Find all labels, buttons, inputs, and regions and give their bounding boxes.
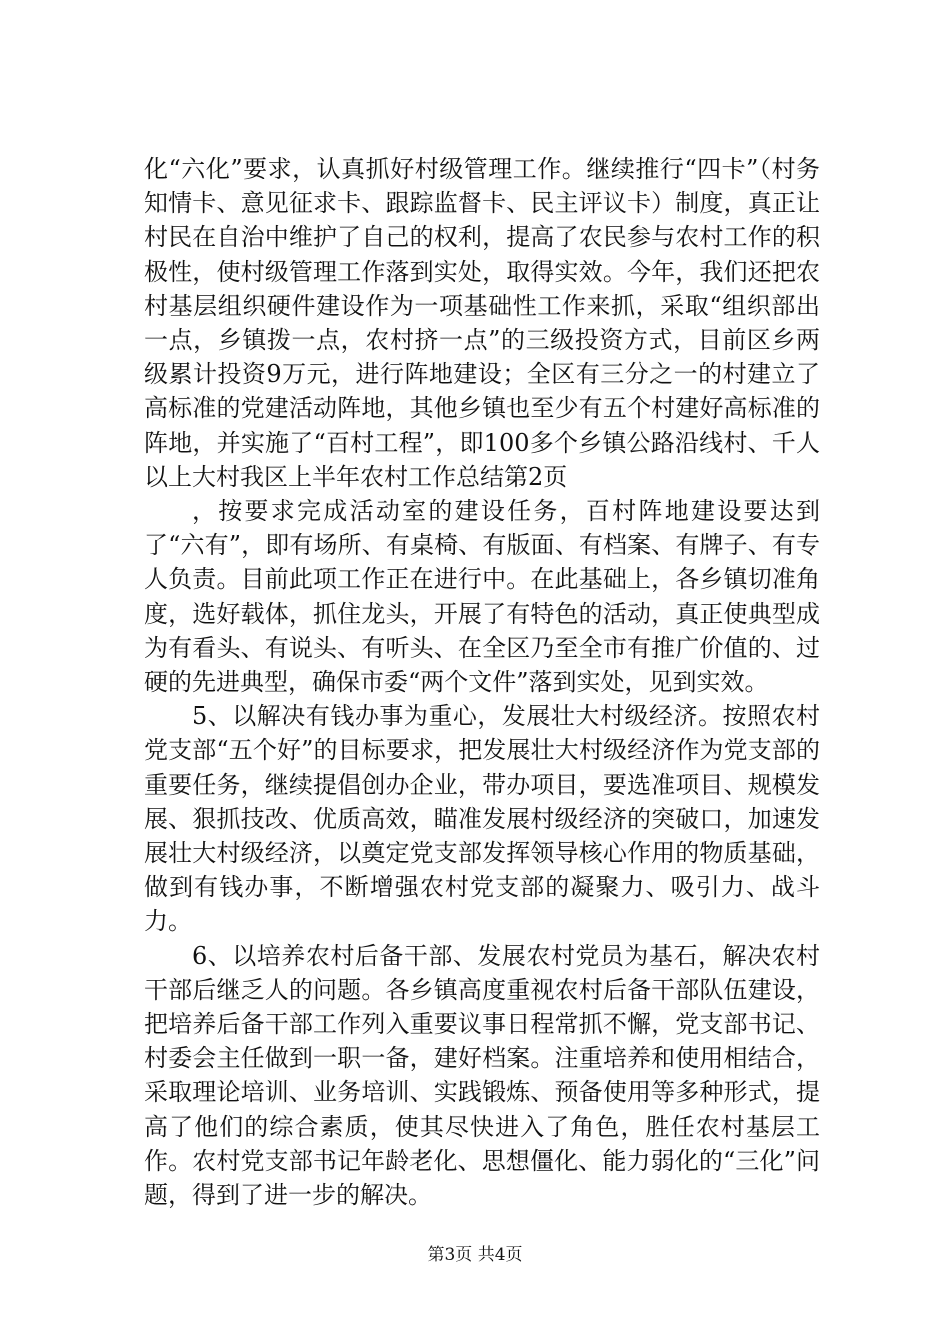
page-number-footer: 第3页 共4页 <box>427 1245 523 1265</box>
paragraph-activity-room: ，按要求完成活动室的建设任务，百村阵地建设要达到了“六有”，即有场所、有桌椅、有版面、有档案、有牌子、有专人负责。目前此项工作正在进行中。在此基础上，各乡镇切准角度，选好载体，抓住龙头，开展了有特色的活动，真正使典型成为有看头、有说头、有听头、在全区乃至全市有推广价值的、过硬的先进典型，确保市委“两个文件”落到实处，见到实效。 <box>144 497 820 697</box>
document-body <box>144 152 820 1212</box>
paragraph-continuation: 化“六化”要求，认真抓好村级管理工作。继续推行“四卡”（村务知情卡、意见征求卡、跟踪监督卡、民主评议卡）制度，真正让村民在自治中维护了自己的权利，提高了农民参与农村工作的积极性，使村级管理工作落到实处，取得实效。今年，我们还把农村基层组织硬件建设作为一项基础性工作来抓，采取“组织部出一点，乡镇拨一点，农村挤一点”的三级投资方式，目前区乡两级累计投资9万元，进行阵地建设；全区有三分之一的村建立了高标准的党建活动阵地，其他乡镇也至少有五个村建好高标准的阵地，并实施了“百村工程”，即100多个乡镇公路沿线村、千人以上大村我区上半年农村工作总结第2页 <box>144 155 820 491</box>
paragraph-item-5: 5、以解决有钱办事为重心，发展壮大村级经济。按照农村党支部“五个好”的目标要求，把发展壮大村级经济作为党支部的重要任务，继续提倡创办企业，带办项目，要选准项目、规模发展、狠抓技改、优质高效，瞄准发展村级经济的突破口，加速发展壮大村级经济，以奠定党支部发挥领导核心作用的物质基础，做到有钱办事，不断增强农村党支部的凝聚力、吸引力、战斗力。 <box>144 702 820 936</box>
paragraph-item-6: 6、以培养农村后备干部、发展农村党员为基石，解决农村干部后继乏人的问题。各乡镇高度重视农村后备干部队伍建设，把培养后备干部工作列入重要议事日程常抓不懈，党支部书记、村委会主任做到一职一备，建好档案。注重培养和使用相结合，采取理论培训、业务培训、实践锻炼、预备使用等多种形式，提高了他们的综合素质，使其尽快进入了角色，胜任农村基层工作。农村党支部书记年龄老化、思想僵化、能力弱化的“三化”问题，得到了进一步的解决。 <box>144 941 820 1210</box>
